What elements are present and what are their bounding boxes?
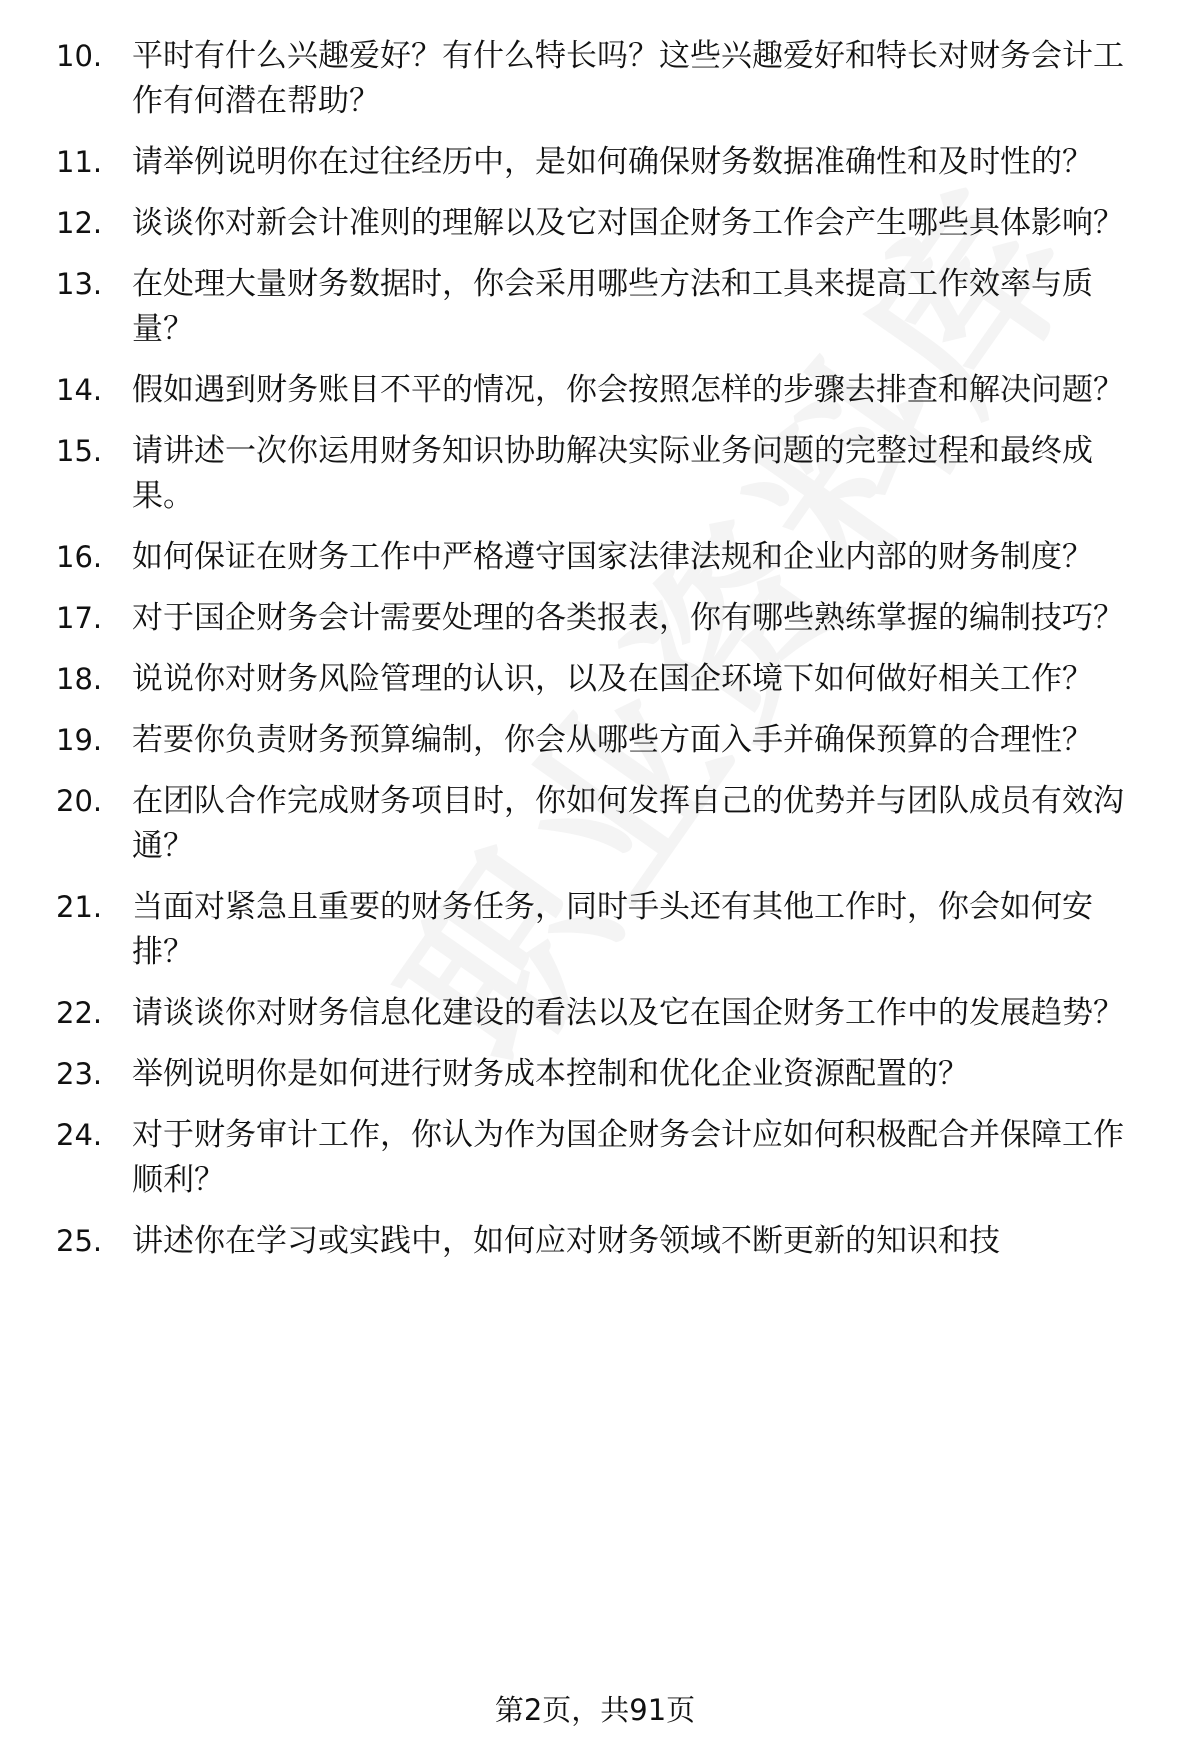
- list-item: [0, 885, 1190, 975]
- list-item: [0, 779, 1190, 869]
- list-item: [0, 1113, 1190, 1203]
- list-item: [0, 535, 1190, 580]
- question-number: 18.: [56, 662, 103, 696]
- question-text: 举例说明你是如何进行财务成本控制和优化企业资源配置的？: [132, 1056, 969, 1092]
- question-text: 平时有什么兴趣爱好？有什么特长吗？这些兴趣爱好和特长对财务会计工作有何潜在帮助？: [132, 38, 1124, 119]
- question-text: 请举例说明你在过往经历中，是如何确保财务数据准确性和及时性的？: [132, 144, 1093, 180]
- list-item: [0, 991, 1190, 1036]
- question-number: 13.: [56, 267, 103, 301]
- question-text: 请讲述一次你运用财务知识协助解决实际业务问题的完整过程和最终成果。: [132, 433, 1093, 514]
- question-number: 22.: [56, 996, 103, 1030]
- question-number: 17.: [56, 601, 103, 635]
- question-text: 在处理大量财务数据时，你会采用哪些方法和工具来提高工作效率与质量？: [132, 266, 1093, 347]
- question-text: 在团队合作完成财务项目时，你如何发挥自己的优势并与团队成员有效沟通？: [132, 783, 1124, 864]
- question-text: 如何保证在财务工作中严格遵守国家法律法规和企业内部的财务制度？: [132, 539, 1093, 575]
- question-number: 11.: [56, 145, 103, 179]
- question-text: 讲述你在学习或实践中，如何应对财务领域不断更新的知识和技: [132, 1223, 1000, 1259]
- question-text: 对于国企财务会计需要处理的各类报表，你有哪些熟练掌握的编制技巧？: [132, 600, 1124, 636]
- question-number: 10.: [56, 39, 103, 73]
- question-number: 20.: [56, 784, 103, 818]
- page-footer: 第2页，共91页: [494, 1693, 696, 1727]
- question-text: 请谈谈你对财务信息化建设的看法以及它在国企财务工作中的发展趋势？: [132, 995, 1124, 1031]
- question-text: 若要你负责财务预算编制，你会从哪些方面入手并确保预算的合理性？: [132, 722, 1093, 758]
- list-item: [0, 368, 1190, 413]
- question-number: 23.: [56, 1057, 103, 1091]
- list-item: [0, 262, 1190, 352]
- question-text: 对于财务审计工作，你认为作为国企财务会计应如何积极配合并保障工作顺利？: [132, 1117, 1124, 1198]
- question-number: 15.: [56, 434, 103, 468]
- list-item: [0, 1219, 1190, 1264]
- question-number: 14.: [56, 373, 103, 407]
- question-number: 19.: [56, 723, 103, 757]
- list-item: [0, 429, 1190, 519]
- question-number: 12.: [56, 206, 103, 240]
- question-list: [0, 34, 1190, 1280]
- list-item: [0, 140, 1190, 185]
- list-item: [0, 34, 1190, 124]
- question-text: 说说你对财务风险管理的认识，以及在国企环境下如何做好相关工作？: [132, 661, 1093, 697]
- question-number: 25.: [56, 1224, 103, 1258]
- question-text: 假如遇到财务账目不平的情况，你会按照怎样的步骤去排查和解决问题？: [132, 372, 1124, 408]
- question-number: 16.: [56, 540, 103, 574]
- list-item: [0, 1052, 1190, 1097]
- list-item: [0, 596, 1190, 641]
- question-text: 当面对紧急且重要的财务任务，同时手头还有其他工作时，你会如何安排？: [132, 889, 1093, 970]
- list-item: [0, 657, 1190, 702]
- question-text: 谈谈你对新会计准则的理解以及它对国企财务工作会产生哪些具体影响？: [132, 205, 1124, 241]
- question-number: 21.: [56, 890, 103, 924]
- list-item: [0, 201, 1190, 246]
- list-item: [0, 718, 1190, 763]
- question-number: 24.: [56, 1118, 103, 1152]
